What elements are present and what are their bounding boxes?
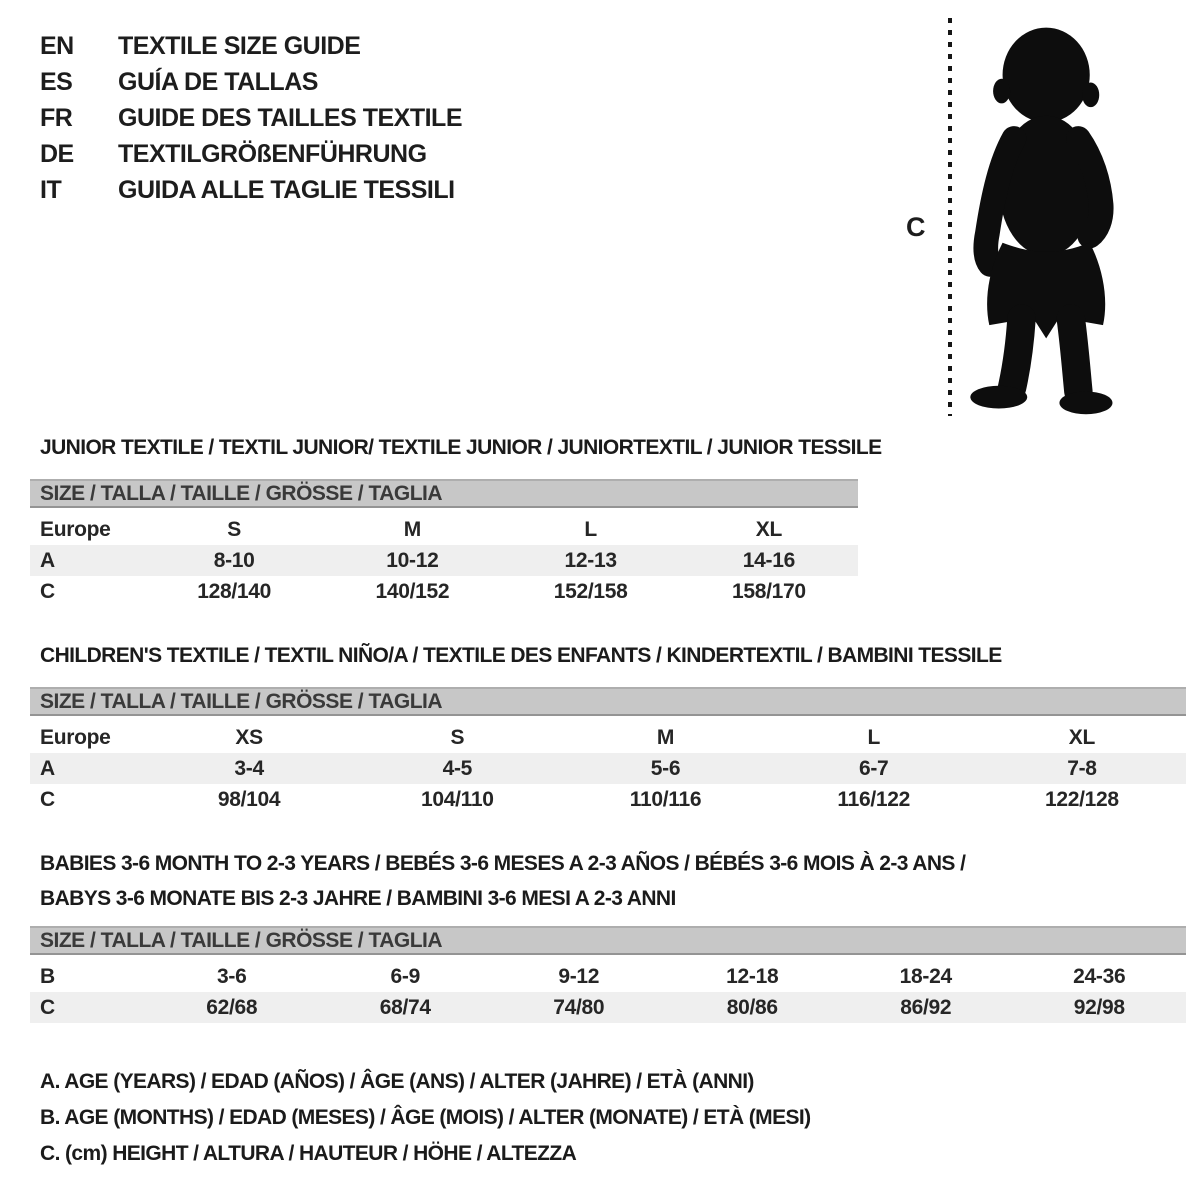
row-label: Europe	[40, 517, 111, 541]
table-cell: 158/170	[731, 579, 806, 603]
table-cell: 86/92	[900, 995, 952, 1019]
section-heading-babies	[40, 846, 965, 916]
language-code: DE	[40, 139, 74, 168]
heading-line: BABYS 3-6 MONATE BIS 2-3 JAHRE / BAMBINI 3-6 MESI A 2-3 ANNI	[40, 887, 676, 910]
table-cell: 3-6	[217, 964, 247, 988]
table-cell: 98/104	[217, 787, 281, 811]
table-row	[30, 992, 1186, 1023]
toddler-silhouette-icon	[958, 20, 1140, 418]
size-table-babies	[30, 926, 1186, 1023]
table-cell: 122/128	[1045, 787, 1119, 811]
table-cell: 74/80	[553, 995, 605, 1019]
language-title-block	[40, 28, 462, 208]
section-heading-children	[40, 638, 1002, 673]
table-cell: 80/86	[726, 995, 778, 1019]
table-cell: 62/68	[206, 995, 258, 1019]
heading-line: BABIES 3-6 MONTH TO 2-3 YEARS / BEBÉS 3-6 MESES A 2-3 AÑOS / BÉBÉS 3-6 MOIS À 2-3 ANS /	[40, 852, 966, 875]
language-row	[40, 28, 462, 64]
table-cell: 9-12	[558, 964, 600, 988]
table-row	[30, 576, 858, 607]
row-label: C	[40, 579, 55, 603]
table-row	[30, 722, 1186, 753]
table-cell: 12-18	[726, 964, 779, 988]
table-cell: L	[584, 517, 597, 541]
table-cell: XL	[755, 517, 782, 541]
legend-line: B. AGE (MONTHS) / EDAD (MESES) / ÂGE (MOIS) / ALTER (MONATE) / ETÀ (MESI)	[40, 1106, 811, 1129]
row-label: B	[40, 964, 55, 988]
table-cell: 116/122	[837, 787, 911, 811]
table-row	[30, 545, 858, 576]
table-cell: XS	[235, 725, 263, 749]
section-heading-junior	[40, 430, 882, 465]
table-cell: S	[227, 517, 241, 541]
guide-title: GUIDE DES TAILLES TEXTILE	[118, 103, 463, 132]
measure-legend	[40, 1064, 811, 1172]
table-cell: 4-5	[442, 756, 473, 780]
table-cell: 152/158	[553, 579, 628, 603]
language-row	[40, 100, 462, 136]
size-table-children	[30, 687, 1186, 815]
table-header-bar: SIZE / TALLA / TAILLE / GRÖSSE / TAGLIA	[30, 687, 1186, 716]
dashed-height-line	[948, 18, 952, 416]
legend-line: C. (cm) HEIGHT / ALTURA / HAUTEUR / HÖHE / ALTEZZA	[40, 1142, 577, 1165]
table-cell: M	[656, 725, 675, 749]
row-label: C	[40, 995, 55, 1019]
table-cell: 18-24	[899, 964, 952, 988]
table-cell: XL	[1068, 725, 1096, 749]
height-measure-label: C	[906, 212, 926, 242]
guide-title: GUIDA ALLE TAGLIE TESSILI	[118, 175, 455, 204]
table-cell: 68/74	[379, 995, 431, 1019]
table-cell: S	[450, 725, 465, 749]
row-label: A	[40, 756, 55, 780]
table-cell: 6-9	[390, 964, 420, 988]
row-label: C	[40, 787, 55, 811]
table-header-bar: SIZE / TALLA / TAILLE / GRÖSSE / TAGLIA	[30, 479, 858, 508]
table-cell: 110/116	[629, 787, 702, 811]
size-table-junior	[30, 479, 858, 607]
language-code: ES	[40, 67, 73, 96]
guide-title: TEXTILGRÖßENFÜHRUNG	[118, 139, 427, 168]
table-cell: L	[867, 725, 880, 749]
row-label: Europe	[40, 725, 111, 749]
table-row	[30, 514, 858, 545]
language-row	[40, 136, 462, 172]
row-label: A	[40, 548, 55, 572]
table-cell: 140/152	[375, 579, 450, 603]
table-cell: 8-10	[213, 548, 255, 572]
table-header-bar: SIZE / TALLA / TAILLE / GRÖSSE / TAGLIA	[30, 926, 1186, 955]
language-code: IT	[40, 175, 62, 204]
table-cell: 128/140	[197, 579, 272, 603]
table-cell: 5-6	[650, 756, 681, 780]
table-row	[30, 753, 1186, 784]
table-cell: 24-36	[1073, 964, 1126, 988]
table-cell: 7-8	[1067, 756, 1097, 780]
table-cell: 14-16	[742, 548, 795, 572]
table-cell: 12-13	[564, 548, 617, 572]
guide-title: TEXTILE SIZE GUIDE	[118, 31, 361, 60]
table-cell: 10-12	[386, 548, 439, 572]
table-row	[30, 961, 1186, 992]
heading-line: CHILDREN'S TEXTILE / TEXTIL NIÑO/A / TEXTILE DES ENFANTS / KINDERTEXTIL / BAMBINI TESSILE	[40, 644, 1002, 667]
table-cell: 104/110	[420, 787, 494, 811]
table-cell: 3-4	[234, 756, 264, 780]
heading-line: JUNIOR TEXTILE / TEXTIL JUNIOR/ TEXTILE JUNIOR / JUNIORTEXTIL / JUNIOR TESSILE	[40, 436, 882, 459]
language-row	[40, 172, 462, 208]
table-row	[30, 784, 1186, 815]
table-cell: 92/98	[1073, 995, 1125, 1019]
guide-title: GUÍA DE TALLAS	[118, 67, 318, 96]
table-cell: M	[403, 517, 421, 541]
language-code: FR	[40, 103, 73, 132]
language-code: EN	[40, 31, 74, 60]
language-row	[40, 64, 462, 100]
table-cell: 6-7	[858, 756, 889, 780]
legend-line: A. AGE (YEARS) / EDAD (AÑOS) / ÂGE (ANS) / ALTER (JAHRE) / ETÀ (ANNI)	[40, 1070, 754, 1093]
